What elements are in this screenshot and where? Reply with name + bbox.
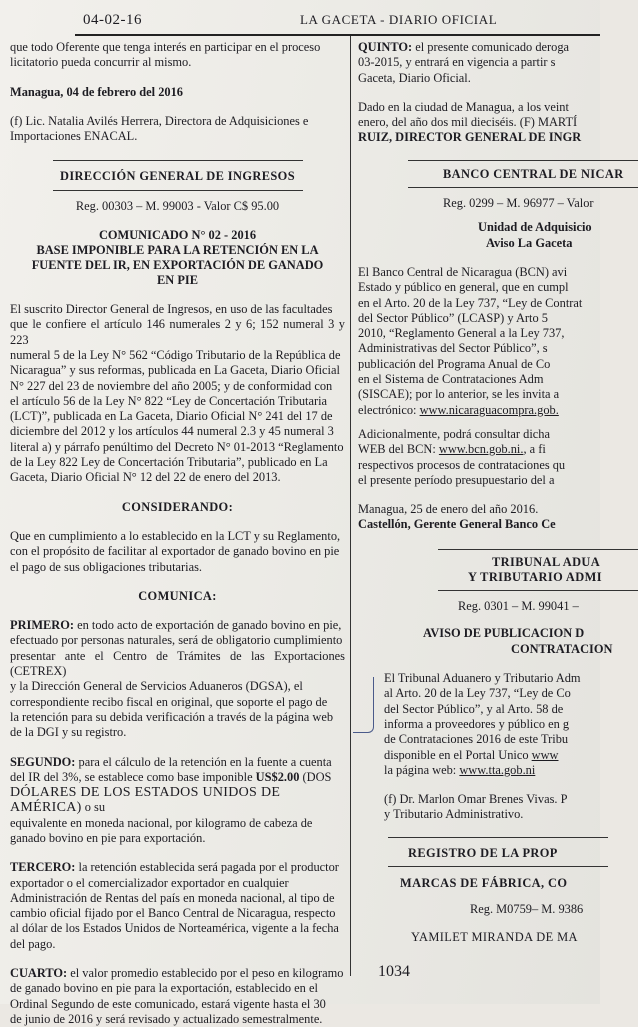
tta-line: El Tribunal Aduanero y Tributario Adm xyxy=(384,671,581,686)
body-line: literal a) y párrafo penúltimo del Decreto N° 01-2013 “Reglamento xyxy=(10,439,344,454)
comunicado-line: FUENTE DEL IR, EN EXPORTACIÓN DE GANADO xyxy=(31,258,324,273)
primero-line: correspondiente recibo fiscal en original, que soporte el pago de xyxy=(10,694,328,709)
tercero-line: exportador o el comercializador exportador en cualquier xyxy=(10,875,289,890)
right-column xyxy=(358,40,624,945)
tta-aviso-title xyxy=(423,626,613,657)
bcn-line: en el Sistema de Contrataciones Adm xyxy=(358,372,544,387)
nicaraguacompra-link[interactable]: www.nicaraguacompra.gob. xyxy=(419,402,559,417)
header-rule xyxy=(75,34,600,36)
bcn-line: Estado y público en general, que en cumpl xyxy=(358,280,569,295)
segundo-line: o su xyxy=(81,800,106,815)
bcn-body-2 xyxy=(358,427,600,488)
body-line: (LCT)”, publicada en La Gaceta, Diario Oficial N° 241 del 17 de xyxy=(10,409,333,424)
dado-paragraph xyxy=(358,100,600,146)
tta-sign-line: (f) Dr. Marlon Omar Brenes Vivas. P xyxy=(384,792,568,807)
tercero-line: la retención establecida será pagada por el productor xyxy=(75,860,339,875)
body-paragraph xyxy=(10,302,345,486)
bcn-sign-line: Managua, 25 de enero del año 2016. xyxy=(358,502,539,517)
cuarto-paragraph xyxy=(10,966,345,1027)
primero-line: efectuado por personas naturales, será de obligatorio cumplimiento xyxy=(10,633,343,648)
bcn-line: Adicionalmente, podrá consultar dicha xyxy=(358,426,550,441)
bcn-line: WEB del BCN: xyxy=(358,442,439,457)
considerando-heading: CONSIDERANDO: xyxy=(121,499,234,514)
tta-aviso-line: CONTRATACION xyxy=(511,641,613,656)
tta-signature xyxy=(384,792,600,823)
marcas-reg: Reg. M0759– M. 9386 xyxy=(470,902,584,917)
bcn-subtitle-line: Aviso La Gaceta xyxy=(486,235,573,250)
comunicado-title xyxy=(10,228,345,288)
comunicado-line: BASE IMPONIBLE PARA LA RETENCIÓN EN LA xyxy=(36,243,319,258)
cuarto-line: Ordinal Segundo de este comunicado, estará vigente hasta el 30 xyxy=(10,996,326,1011)
signature-block xyxy=(10,114,345,145)
considerando-line: Que en cumplimiento a lo establecido en la LCT y su Reglamento, xyxy=(10,528,341,543)
primero-paragraph xyxy=(10,618,345,740)
section-title: DIRECCIÓN GENERAL DE INGRESOS xyxy=(59,169,296,184)
intro-paragraph xyxy=(10,40,345,71)
dado-line: Dado en la ciudad de Managua, a los veint xyxy=(358,99,569,114)
quinto-line: 03-2015, y entrará en vigencia a partir s xyxy=(358,55,556,70)
primero-line: presentar ante el Centro de Trámites de las Exportaciones (CETREX) xyxy=(10,648,345,679)
bcn-signature xyxy=(358,502,600,533)
comunica-heading: COMUNICA: xyxy=(138,588,217,603)
bcn-line: (SISCAE); por lo anterior, se les invita a xyxy=(358,387,560,402)
bcn-body xyxy=(358,265,600,418)
segundo-dollars-text: DÓLARES DE LOS ESTADOS UNIDOS DE AMÉRICA) xyxy=(10,785,281,816)
bcn-line: , a fi xyxy=(523,442,546,457)
registro-title: REGISTRO DE LA PROP xyxy=(408,845,558,860)
place-date: Managua, 04 de febrero del 2016 xyxy=(10,84,184,99)
segundo-line: del IR del 3%, se establece como base imponible xyxy=(10,769,256,784)
tta-line: informa a proveedores y público en g xyxy=(384,716,570,731)
segundo-line: equivalente en moneda nacional, por kilogramo de cabeza de xyxy=(10,815,313,830)
tta-web-link[interactable]: www.tta.gob.ni xyxy=(459,762,536,777)
portal-link[interactable]: www xyxy=(531,747,559,762)
segundo-line: para el cálculo de la retención en la fuente a cuenta xyxy=(75,754,332,769)
cuarto-line: de junio de 2016 y será revisado y actualizado semestralmente. xyxy=(10,1011,323,1026)
bcn-line: electrónico: xyxy=(358,402,420,417)
tta-line: disponible en el Portal Unico xyxy=(384,747,532,762)
tercero-line: Administración de Rentas del país en moneda nacional, al tipo de xyxy=(10,890,335,905)
bcn-line: Administrativas del Sector Público”, s xyxy=(358,341,548,356)
section-rule xyxy=(388,837,608,838)
section-rule xyxy=(388,866,608,867)
tercero-line: del pago. xyxy=(10,936,56,951)
tta-sign-line: y Tributario Administrativo. xyxy=(384,807,524,822)
bcn-line: el presente período presupuestario del a xyxy=(358,472,555,487)
primero-line: y la Dirección General de Servicios Aduaneros (DGSA), el xyxy=(10,679,303,694)
cuarto-line: de ganado bovino en pie para la exportación, establecido en el xyxy=(10,981,318,996)
tta-line: al Arto. 20 de la Ley 737, “Ley de Co xyxy=(384,686,571,701)
marcas-title: MARCAS DE FÁBRICA, CO xyxy=(400,875,568,890)
considerando-line: con el propósito de facilitar al exportador de ganado bovino en pie xyxy=(10,544,340,559)
bcn-subtitle-line: Unidad de Adquisicio xyxy=(478,220,592,235)
tercero-line: cambio oficial fijado por el Banco Central de Nicaragua, respecto xyxy=(10,906,336,921)
section-rule xyxy=(438,549,638,550)
segundo-amount: US$2.00 xyxy=(255,769,300,784)
registration-number: Reg. 00303 – M. 99003 - Valor C$ 95.00 xyxy=(75,198,280,213)
segundo-line: (DOS xyxy=(299,769,332,784)
considerando-paragraph xyxy=(10,529,345,575)
page-number: 1034 xyxy=(378,963,410,980)
left-column xyxy=(10,40,345,1027)
body-line: diciembre del 2012 y los artículos 44 numeral 2.3 y 45 numeral 3 xyxy=(10,424,334,439)
bcn-title: BANCO CENTRAL DE NICAR xyxy=(443,166,624,181)
tta-title xyxy=(468,555,600,585)
comunicado-line: EN PIE xyxy=(157,273,198,288)
column-divider xyxy=(350,36,351,976)
header-gazette-title: LA GACETA - DIARIO OFICIAL xyxy=(300,12,498,27)
tta-title-line: Y TRIBUTARIO ADMI xyxy=(468,569,602,584)
comunicado-line: COMUNICADO N° 02 - 2016 xyxy=(98,228,257,243)
bcn-subtitle xyxy=(478,220,600,251)
cuarto-label: CUARTO: xyxy=(10,966,68,981)
quinto-paragraph xyxy=(358,40,600,86)
bcn-line: del Sector Público” (LCASP) y Arto 5 xyxy=(358,310,548,325)
primero-line: la retención para su debida verificación a través de la página web xyxy=(10,709,334,724)
segundo-line: ganado bovino en pie para exportación. xyxy=(10,830,206,845)
primero-label: PRIMERO: xyxy=(10,618,75,633)
bcn-reg: Reg. 0299 – M. 96977 – Valor xyxy=(443,196,594,211)
tta-body xyxy=(384,671,600,778)
tta-aviso-line: AVISO DE PUBLICACION D xyxy=(423,626,585,641)
body-line: el artículo 56 de la Ley N° 822 “Ley de Concertación Tributaria xyxy=(10,393,328,408)
yamilet-line: YAMILET MIRANDA DE MA xyxy=(411,929,578,944)
intro-line: que todo Oferente que tenga interés en participar en el proceso xyxy=(10,40,321,54)
primero-line: de la DGI y su registro. xyxy=(10,725,127,740)
body-line: de la Ley 822 Ley de Concertación Tributaria”, publicado en La xyxy=(10,455,328,470)
section-rule xyxy=(438,590,638,591)
bcn-line: El Banco Central de Nicaragua (BCN) avi xyxy=(358,264,568,279)
bcn-sign-line: Castellón, Gerente General Banco Ce xyxy=(358,517,556,532)
signature-line: Importaciones ENACAL. xyxy=(10,129,138,144)
tta-line: del Sector Público”, y al Arto. 58 de xyxy=(384,701,564,716)
body-line: El suscrito Director General de Ingresos, en uso de las facultades xyxy=(10,302,333,317)
segundo-paragraph xyxy=(10,755,345,847)
quinto-line: el presente comunicado deroga xyxy=(412,40,570,54)
dado-line: RUIZ, DIRECTOR GENERAL DE INGR xyxy=(358,130,582,145)
dado-line: enero, del año dos mil dieciséis. (F) MARTÍ xyxy=(358,115,578,130)
bcn-line: respectivos procesos de contrataciones qu xyxy=(358,457,566,472)
segundo-label: SEGUNDO: xyxy=(10,754,76,769)
tta-reg: Reg. 0301 – M. 99041 – xyxy=(458,598,579,613)
section-rule xyxy=(53,160,303,161)
signature-line: (f) Lic. Natalia Avilés Herrera, Directora de Adquisiciones e xyxy=(10,113,309,128)
tta-title-line: TRIBUNAL ADUA xyxy=(492,554,601,569)
tercero-label: TERCERO: xyxy=(10,860,76,875)
section-rule xyxy=(53,190,303,191)
tta-line: de Contrataciones 2016 de este Tribu xyxy=(384,732,569,747)
tercero-line: al dólar de los Estados Unidos de Norteamérica, vigente a la fecha xyxy=(10,921,339,936)
intro-line: licitatorio pueda concurrir al mismo. xyxy=(10,55,192,70)
considerando-line: el pago de sus obligaciones tributarias. xyxy=(10,559,203,574)
body-line: Gaceta, Diario Oficial N° 12 del 22 de enero del 2013. xyxy=(10,470,281,485)
section-rule xyxy=(408,160,638,161)
bcn-line: 2010, “Reglamento General a la Ley 737, xyxy=(358,326,565,341)
body-line: Nicaragua” y sus reformas, publicada en La Gaceta, Diario Oficial xyxy=(10,363,340,378)
body-line: N° 227 del 23 de noviembre del año 2005; y de conformidad con xyxy=(10,378,333,393)
body-line: numeral 5 de la Ley N° 562 “Código Tributario de la República de xyxy=(10,347,341,362)
body-line: que le confiere el artículo 146 numerales 2 y 6; 152 numeral 3 y 223 xyxy=(10,317,345,347)
quinto-label: QUINTO: xyxy=(358,40,413,54)
cuarto-line: el valor promedio establecido por el peso en kilogramo xyxy=(67,966,344,981)
quinto-line: Gaceta, Diario Oficial. xyxy=(358,70,471,85)
primero-line: en todo acto de exportación de ganado bovino en pie, xyxy=(74,618,342,633)
header-date: 04-02-16 xyxy=(83,12,142,28)
tta-line: la página web: xyxy=(384,762,460,777)
bcn-line: en el Arto. 20 de la Ley 737, “Ley de Contrat xyxy=(358,295,583,310)
tercero-paragraph xyxy=(10,860,345,952)
section-rule xyxy=(408,187,638,188)
bcn-web-link[interactable]: www.bcn.gob.ni. xyxy=(438,442,524,457)
bcn-line: publicación del Programa Anual de Co xyxy=(358,356,551,371)
